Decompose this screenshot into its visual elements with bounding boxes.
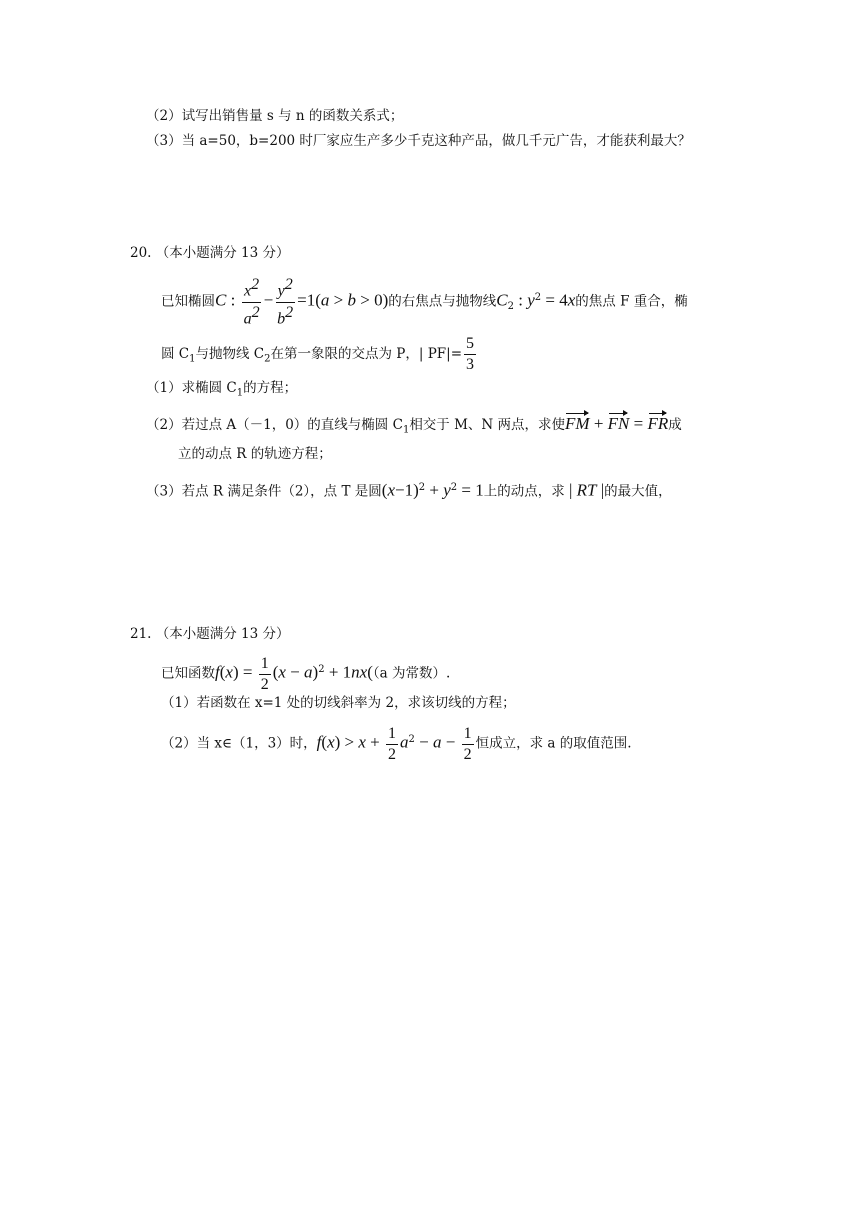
q20-p3-mid: 上的动点，求 bbox=[483, 483, 565, 500]
q21-header: 21. （本小题满分 13 分） bbox=[130, 626, 290, 642]
q20-line2-a: 与抛物线 C bbox=[195, 346, 265, 362]
q20-p3-end: 的最大值， bbox=[604, 483, 672, 500]
q20-line2-b: 在第一象限的交点为 P，| PF|= bbox=[270, 346, 463, 362]
q20-line2-pre: 圆 C bbox=[161, 346, 190, 362]
q20-part-2: （2）若过点 A（－1，0）的直线与椭圆 $C_1$相交于 M、N 两点，求使FM + FN = FR成 bbox=[146, 414, 682, 436]
q21-intro-pre: 已知函数 bbox=[161, 665, 215, 682]
q20-header: 20. （本小题满分 13 分） bbox=[130, 245, 290, 261]
q20-intro-mid: 的右焦点与抛物线 bbox=[388, 293, 497, 310]
q20-line2: 圆 $C_1$与抛物线 $C_2$在第一象限的交点为 P，| PF|= $\frac{5}{3}$ bbox=[161, 335, 475, 373]
q20-part-1: （1）求椭圆 $C_1$的方程； bbox=[146, 380, 298, 399]
prev-question-part-3: （3）当 a=50，b=200 时厂家应生产多少千克这种产品，做几千元广告，才能获利最大？ bbox=[146, 133, 691, 149]
q20-p3-pre: （3）若点 R 满足条件（2），点 T 是圆 bbox=[146, 483, 382, 500]
q20-p1-end: 的方程； bbox=[243, 380, 298, 396]
q21-p2-pre: （2）当 x∈（1，3）时， bbox=[161, 735, 317, 752]
q21-intro: 已知函数f(x) = $\frac{1}{2}$ $(x - a)^2 + 1nx((a$ 为常数）. bbox=[161, 654, 451, 693]
q20-p2-end: 成 bbox=[668, 417, 682, 433]
q20-part-3: （3）若点 R 满足条件（2），点 T 是圆$(x-1)^2 + y^2 = 1$上的动点，求 | RT |的最大值， bbox=[146, 480, 672, 500]
q20-p1-text: （1）求椭圆 C bbox=[146, 380, 237, 396]
q20-p2-mid: 相交于 M、N 两点，求使 bbox=[409, 417, 566, 433]
q20-intro-post: 的焦点 F 重合，椭 bbox=[575, 293, 688, 310]
q20-part-2-cont: 立的动点 R 的轨迹方程； bbox=[178, 446, 332, 462]
q21-p2-end: 恒成立，求 a 的取值范围. bbox=[475, 735, 632, 752]
q20-intro: 已知椭圆C : $\frac{x2}{a2}$ − $\frac{y2}{b2}$ =1(a > b > 0)的右焦点与抛物线$C_2$ : $y^2 = 4x$的焦点 F 重合，椭 bbox=[161, 276, 688, 327]
prev-question-part-2: （2）试写出销售量 s 与 n 的函数关系式； bbox=[146, 108, 404, 124]
q21-part-2: （2）当 x∈（1，3）时，f(x) > x + $\frac{1}{2}$ $a^2 - a$ − $\frac{1}{2}$ 恒成立，求 a 的取值范围. bbox=[161, 724, 632, 763]
q21-part-1: （1）若函数在 x=1 处的切线斜率为 2，求该切线的方程； bbox=[161, 695, 516, 711]
q20-intro-text: 已知椭圆 bbox=[161, 293, 215, 310]
q20-p2-pre: （2）若过点 A（－1，0）的直线与椭圆 C bbox=[146, 417, 403, 433]
q21-intro-end: （a 为常数）. bbox=[372, 665, 451, 682]
